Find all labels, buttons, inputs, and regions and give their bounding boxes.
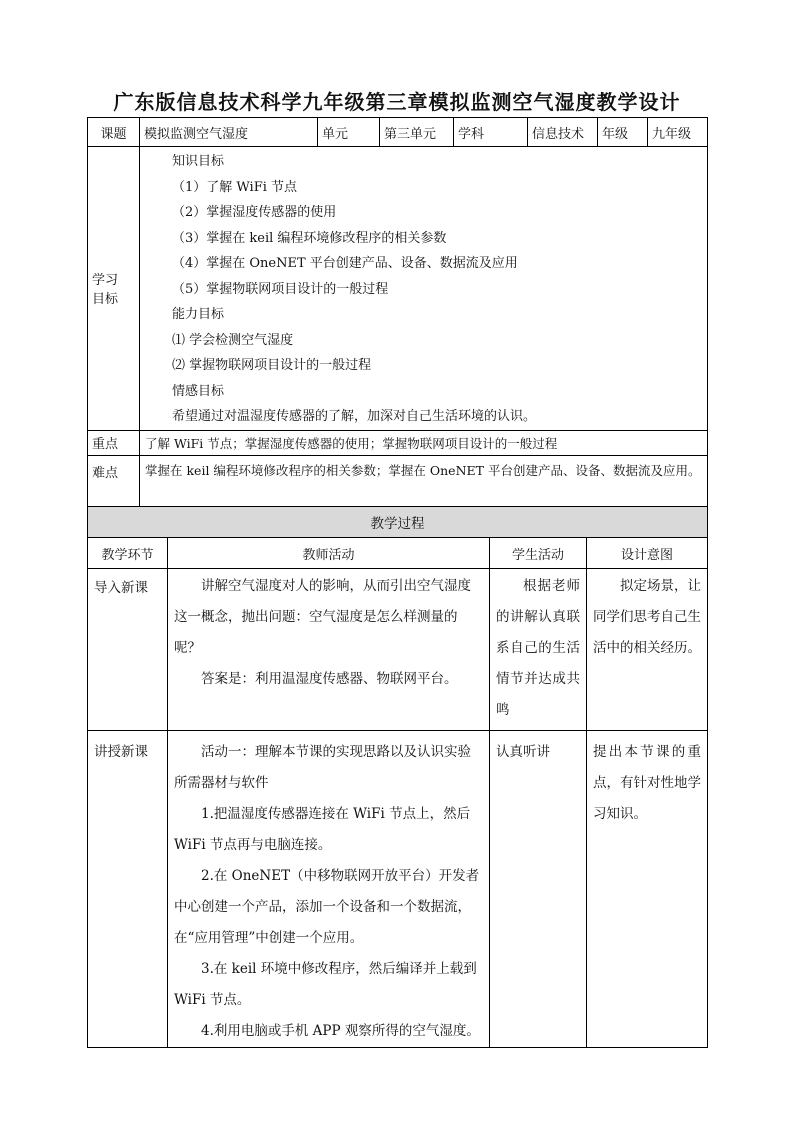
teacher-paragraph: 1.把温湿度传感器连接在 WiFi 节点上，然后 WiFi 节点再与电脑连接。 (174, 806, 471, 853)
objective-line: 希望通过对温湿度传感器的了解，加深对自己生活环境的认识。 (172, 409, 537, 424)
topic-label: 课题 (88, 118, 140, 147)
header-row (88, 538, 708, 569)
band-row (88, 507, 708, 538)
objectives-label-line1: 学习 (92, 273, 119, 289)
objective-line: （3）掌握在 keil 编程环境修改程序的相关参数 (172, 230, 447, 246)
teacher-paragraph: 4.利用电脑或手机 APP 观察所得的空气湿度。 (201, 1023, 480, 1039)
design-intent-new-lesson: 提出本节课的重点，有针对性地学习知识。 (587, 731, 708, 1048)
header-stage: 教学环节 (88, 538, 168, 569)
difficulties-row (88, 455, 708, 507)
header-student: 学生活动 (490, 538, 587, 569)
teaching-process-table (87, 506, 708, 1048)
header-intent: 设计意图 (587, 538, 708, 569)
objective-line: ⑴ 学会检测空气湿度 (172, 332, 294, 348)
teacher-paragraph: 3.在 keil 环境中修改程序，然后编译并上载到 WiFi 节点。 (174, 961, 477, 1008)
objectives-label-line2: 目标 (92, 292, 119, 308)
objectives-label (88, 147, 140, 431)
key-points-row (88, 430, 708, 455)
student-activity-intro (490, 569, 587, 731)
process-band-title: 教学过程 (88, 507, 708, 538)
objectives-content (140, 147, 708, 431)
intent-paragraph: 拟定场景，让同学们思考自己生活中的相关经历。 (593, 578, 701, 656)
key-points-text: 了解 WiFi 节点；掌握湿度传感器的使用；掌握物联网项目设计的一般过程 (140, 430, 708, 455)
subject-value: 信息技术 (528, 118, 598, 147)
objective-line: （2）掌握湿度传感器的使用 (172, 205, 337, 220)
design-intent-intro (587, 569, 708, 731)
key-points-label: 重点 (88, 430, 140, 455)
objective-line: 能力目标 (172, 307, 225, 322)
objective-line: （5）掌握物联网项目设计的一般过程 (172, 281, 389, 297)
teacher-activity-new-lesson (168, 731, 490, 1048)
difficulties-text: 掌握在 keil 编程环境修改程序的相关参数；掌握在 OneNET 平台创建产品、设备、数据流及应用。 (140, 455, 708, 507)
process-row-intro (88, 569, 708, 731)
unit-value: 第三单元 (380, 118, 454, 147)
grade-value: 九年级 (648, 118, 708, 147)
lesson-info-table (87, 117, 708, 508)
process-row-new-lesson (88, 731, 708, 1048)
stage-new-lesson: 讲授新课 (88, 731, 168, 1048)
stage-intro: 导入新课 (88, 569, 168, 731)
objective-line: ⑵ 掌握物联网项目设计的一般过程 (172, 358, 372, 373)
teacher-paragraph: 讲解空气湿度对人的影响，从而引出空气湿度这一概念，抛出问题：空气湿度是怎么样测量的呢？ (174, 578, 471, 656)
teacher-activity-intro (168, 569, 490, 731)
difficulties-label: 难点 (88, 455, 140, 507)
student-activity-new-lesson: 认真听讲 (490, 731, 587, 1048)
objective-line: （1）了解 WiFi 节点 (172, 179, 298, 195)
topic-value: 模拟监测空气湿度 (140, 118, 318, 147)
teacher-paragraph: 答案是：利用温湿度传感器、物联网平台。 (201, 671, 458, 687)
unit-label: 单元 (318, 118, 380, 147)
objective-line: 知识目标 (172, 154, 225, 169)
header-teacher: 教师活动 (168, 538, 490, 569)
info-row (88, 118, 708, 147)
objective-line: 情感目标 (172, 383, 225, 399)
teacher-paragraph: 活动一：理解本节课的实现思路以及认识实验所需器材与软件 (174, 744, 471, 791)
teacher-paragraph: 2.在 OneNET（中移物联网开放平台）开发者中心创建一个产品，添加一个设备和一个数据流，在“应用管理”中创建一个应用。 (174, 868, 480, 946)
objective-line: （4）掌握在 OneNET 平台创建产品、设备、数据流及应用 (172, 256, 518, 271)
document-title: 广东版信息技术科学九年级第三章模拟监测空气湿度教学设计 (113, 90, 681, 114)
subject-label: 学科 (454, 118, 528, 147)
grade-label: 年级 (598, 118, 648, 147)
objectives-row (88, 147, 708, 431)
student-paragraph: 根据老师的讲解认真联系自己的生活情节并达成共鸣 (496, 578, 580, 718)
